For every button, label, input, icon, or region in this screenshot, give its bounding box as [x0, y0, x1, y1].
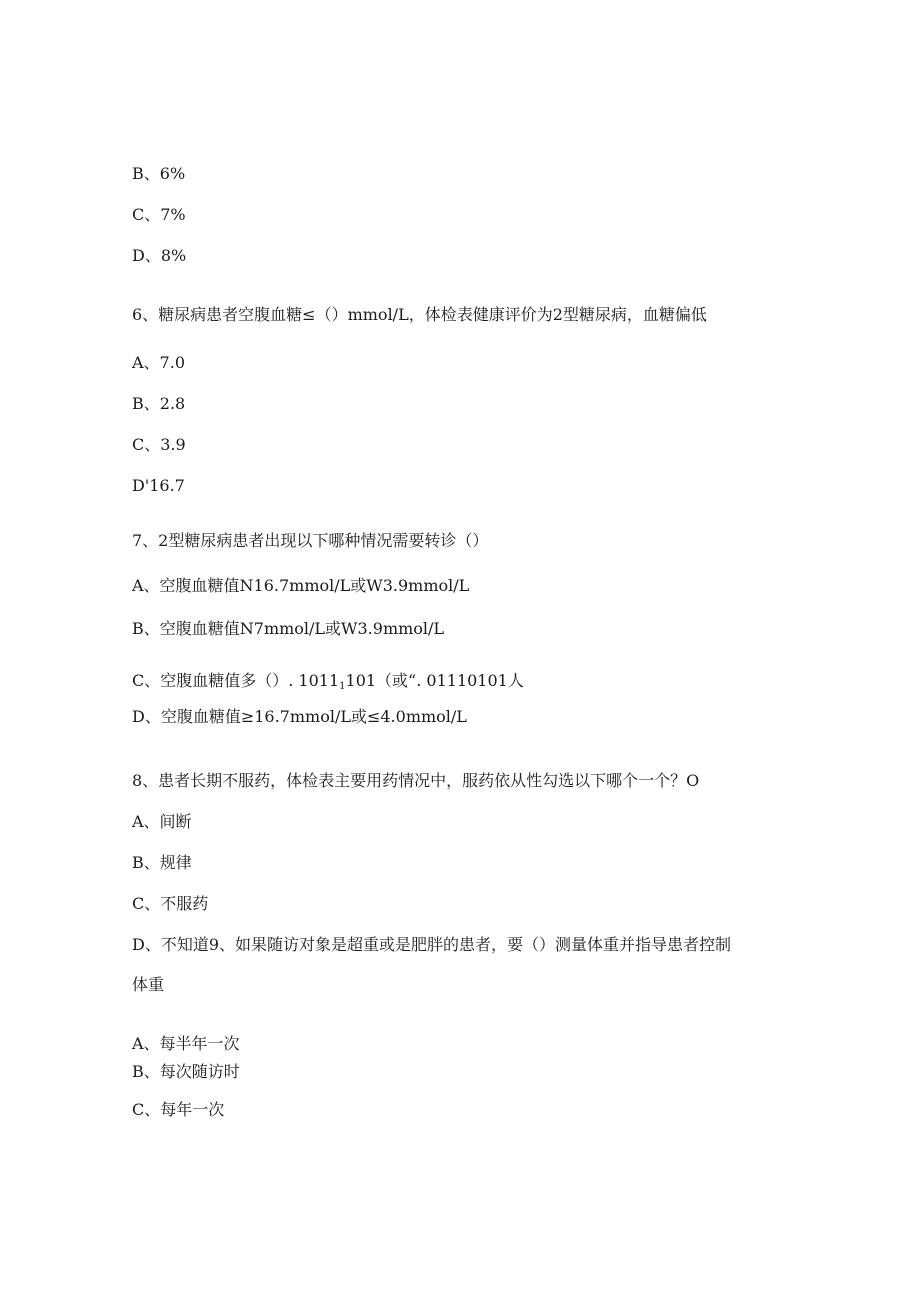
- q8-option-a: A、间断: [132, 812, 192, 831]
- q6-option-c: C、3.9: [132, 435, 186, 454]
- q8-option-d-question-9: D、不知道9、如果随访对象是超重或是肥胖的患者，要（）测量体重并指导患者控制: [132, 935, 732, 954]
- q6-option-d: D'16.7: [132, 476, 185, 495]
- q7-option-c: [132, 671, 524, 697]
- q7-option-d: D、空腹血糖值≥16.7mmol/L或≤4.0mmol/L: [132, 707, 467, 726]
- question-9-continued: 体重: [132, 975, 165, 994]
- q5-option-c: C、7%: [132, 205, 186, 224]
- q9-option-c: C、每年一次: [132, 1100, 225, 1119]
- q9-option-b: B、每次随访时: [132, 1062, 240, 1081]
- q7-option-a: A、空腹血糖值N16.7mmol/L或W3.9mmol/L: [132, 576, 470, 595]
- question-8: 8、患者长期不服药，体检表主要用药情况中，服药依从性勾选以下哪个一个？O: [132, 771, 700, 790]
- q6-option-a: A、7.0: [132, 353, 186, 372]
- question-6: 6、糖尿病患者空腹血糖≤（）mmol/L，体检表健康评价为2型糖尿病，血糖偏低: [132, 305, 707, 324]
- q8-option-c: C、不服药: [132, 894, 209, 913]
- q7-option-c-text: C、空腹血糖值多（）. 1011: [132, 671, 340, 690]
- q5-option-b: B、6%: [132, 164, 186, 183]
- q6-option-b: B、2.8: [132, 394, 186, 413]
- q8-option-b: B、规律: [132, 853, 192, 872]
- q5-option-d: D、8%: [132, 246, 187, 265]
- q7-option-b: B、空腹血糖值N7mmol/L或W3.9mmol/L: [132, 619, 445, 638]
- q7-option-c-tail: 101（或“. 01110101人: [345, 671, 524, 690]
- question-7: 7、2型糖尿病患者出现以下哪种情况需要转诊（）: [132, 531, 489, 550]
- q9-option-a: A、每半年一次: [132, 1034, 240, 1053]
- q7-option-c-subscript: 1: [339, 681, 346, 692]
